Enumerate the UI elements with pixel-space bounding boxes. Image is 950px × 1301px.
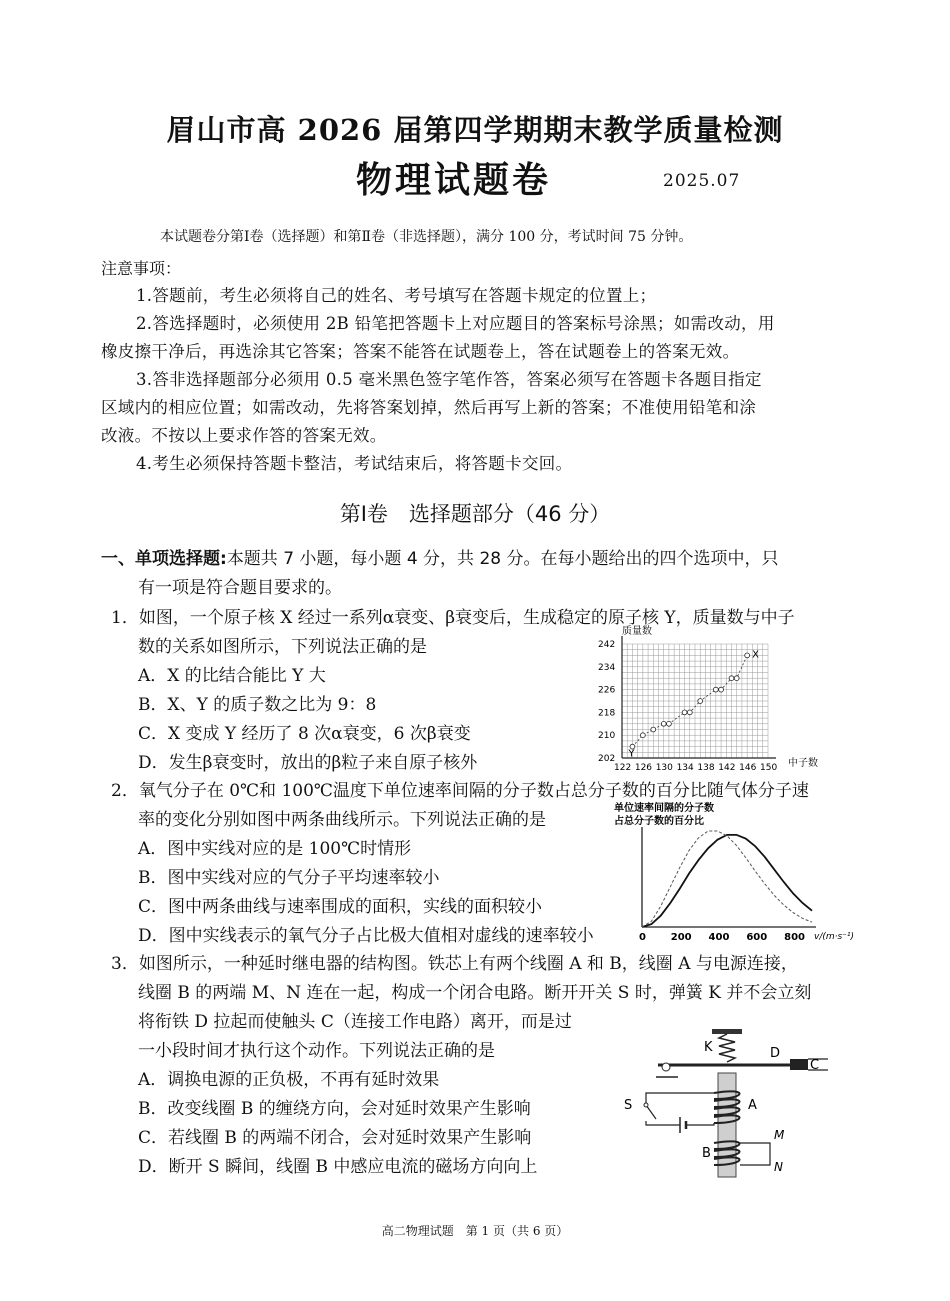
chart1-x-tick: 142 xyxy=(718,763,736,773)
chart1-x-tick: 138 xyxy=(697,763,715,773)
mass-neutron-chart xyxy=(592,622,842,778)
chart1-x-tick: 130 xyxy=(655,763,673,773)
speed-distribution-chart xyxy=(612,801,856,947)
notice-item-2b: 橡皮擦干净后，再选涂其它答案；答案不能答在试题卷上，答在试题卷上的答案无效。 xyxy=(101,342,740,361)
chart1-x-tick: 150 xyxy=(760,763,778,773)
q2-option-c: C．图中两条曲线与速率围成的面积，实线的面积较小 xyxy=(138,897,543,917)
chart2-marks xyxy=(639,831,812,943)
chart1-y-tick: 226 xyxy=(598,685,616,696)
q3-option-a: A．调换电源的正负极，不再有延时效果 xyxy=(138,1070,440,1090)
q1-line-2: 数的关系如图所示，下列说法正确的是 xyxy=(138,637,427,657)
label-d: D xyxy=(770,1046,781,1061)
q3-option-d: D．断开 S 瞬间，线圈 B 中感应电流的磁场方向向上 xyxy=(138,1157,538,1177)
chart2-dashed-curve xyxy=(642,831,812,927)
chart2-ylabel-1: 单位速率间隔的分子数 xyxy=(614,803,714,814)
coil-b-loop xyxy=(740,1143,770,1165)
q3-line-2: 线圈 B 的两端 M、N 连在一起，构成一个闭合电路。断开开关 S 时，弹簧 K 并不会立刻 xyxy=(138,983,812,1003)
q1-option-b: B．X、Y 的质子数之比为 9：8 xyxy=(138,695,377,715)
q3-option-c: C．若线圈 B 的两端不闭合，会对延时效果产生影响 xyxy=(138,1128,532,1148)
wire-a-top xyxy=(646,1093,714,1105)
chart2-x-tick: 800 xyxy=(784,932,805,943)
chart1-x-tick: 122 xyxy=(614,763,632,773)
notice-heading: 注意事项： xyxy=(101,259,182,278)
chart1-point xyxy=(713,687,718,692)
chart1-y-tick: 234 xyxy=(598,662,616,673)
part-desc-2: 有一项是符合题目要求的。 xyxy=(138,578,342,598)
relay-diagram xyxy=(618,1025,843,1180)
chart1-point xyxy=(682,710,687,715)
q1-line-1: 1．如图，一个原子核 X 经过一系列α衰变、β衰变后，生成稳定的原子核 Y，质量数与中子 xyxy=(111,608,795,628)
notice-item-4: 4.考生必须保持答题卡整洁，考试结束后，将答题卡交回。 xyxy=(136,454,573,473)
chart2-ylabel-2: 占总分子数的百分比 xyxy=(614,816,704,827)
q2-line-1: 2．氧气分子在 0℃和 100℃温度下单位速率间隔的分子数占总分子数的百分比随气体分子速 xyxy=(111,781,809,801)
chart1-point xyxy=(661,721,666,726)
part-desc-1: 本题共 7 小题，每小题 4 分，共 28 分。在每小题给出的四个选项中，只 xyxy=(226,549,779,569)
label-b: B xyxy=(702,1146,711,1161)
wire-left xyxy=(646,1121,680,1125)
q1-option-d: D．发生β衰变时，放出的β粒子来自原子核外 xyxy=(138,753,478,773)
label-k: K xyxy=(704,1040,713,1055)
section-title: 第Ⅰ卷 选择题部分（46 分） xyxy=(339,502,611,526)
chart1-point xyxy=(687,710,692,715)
q2-option-a: A．图中实线对应的是 100℃时情形 xyxy=(138,839,412,859)
contact-c xyxy=(790,1059,808,1070)
chart1-x-tick: 146 xyxy=(739,763,757,773)
q2-line-2: 率的变化分别如图中两条曲线所示。下列说法正确的是 xyxy=(138,810,546,830)
notice-item-3a: 3.答非选择题部分必须用 0.5 毫米黑色签字笔作答，答案必须写在答题卡各题目指定 xyxy=(136,370,762,389)
chart2-axes xyxy=(642,827,816,927)
exam-title: 眉山市高 2026 届第四学期期末教学质量检测 xyxy=(166,113,784,147)
q1-option-c: C．X 变成 Y 经历了 8 次α衰变，6 次β衰变 xyxy=(138,724,471,744)
notice-item-3b: 区域内的相应位置；如需改动，先将答案划掉，然后再写上新的答案；不准使用铅笔和涂 xyxy=(101,398,757,417)
chart2-solid-curve xyxy=(642,835,812,927)
chart1-label-y: Y xyxy=(628,748,635,760)
chart1-label-x: X xyxy=(752,649,760,661)
q3-line-4: 一小段时间才执行这个动作。下列说法正确的是 xyxy=(138,1041,495,1061)
q3-option-b: B．改变线圈 B 的缠绕方向，会对延时效果产生影响 xyxy=(138,1099,531,1119)
chart2-x-tick: 200 xyxy=(670,932,692,943)
paper-subtitle: 物理试题卷 xyxy=(356,160,552,201)
chart1-y-tick: 202 xyxy=(598,754,616,764)
label-m: M xyxy=(774,1128,785,1142)
notice-item-1: 1.答题前，考生必须将自己的姓名、考号填写在答题卡规定的位置上； xyxy=(136,286,657,305)
chart1-point xyxy=(698,699,703,704)
label-c: C xyxy=(810,1058,820,1073)
wire-right xyxy=(686,1123,714,1125)
label-s: S xyxy=(624,1098,633,1113)
chart1-xlabel: 中子数 xyxy=(788,758,818,769)
switch-node xyxy=(644,1103,648,1107)
label-n: N xyxy=(774,1160,783,1174)
switch-s xyxy=(646,1105,656,1119)
q3-line-3: 将衔铁 D 拉起而使触头 C（连接工作电路）离开，而是过 xyxy=(138,1012,572,1032)
notice-item-3c: 改液。不按以上要求作答的答案无效。 xyxy=(101,426,387,445)
chart1-point xyxy=(640,733,645,738)
part-label: 一、单项选择题: xyxy=(101,549,227,569)
chart2-xlabel: v/(m·s⁻¹) xyxy=(814,932,855,942)
pivot xyxy=(662,1063,670,1071)
exam-date: 2025.07 xyxy=(663,171,741,191)
chart1-y-tick: 242 xyxy=(598,640,616,650)
page-footer: 高二物理试题 第 1 页（共 6 页） xyxy=(381,1224,569,1238)
q3-line-1: 3．如图所示，一种延时继电器的结构图。铁芯上有两个线圈 A 和 B，线圈 A 与电源连接， xyxy=(111,954,798,974)
chart1-y-tick: 218 xyxy=(598,708,616,719)
chart1-point xyxy=(719,687,724,692)
chart1-point xyxy=(734,676,739,681)
chart2-x-tick: 400 xyxy=(708,932,730,943)
q1-option-a: A．X 的比结合能比 Y 大 xyxy=(138,666,326,686)
notice-item-2a: 2.答选择题时，必须使用 2B 铅笔把答题卡上对应题目的答案标号涂黑；如需改动，用 xyxy=(136,314,775,333)
iron-core xyxy=(718,1073,736,1177)
spring-mount xyxy=(712,1029,742,1034)
spring-k xyxy=(719,1034,735,1062)
chart1-point xyxy=(729,676,734,681)
part-heading xyxy=(101,545,779,574)
chart1-ylabel: 质量数 xyxy=(622,626,652,637)
chart1-y-tick: 210 xyxy=(598,731,616,742)
q2-option-b: B．图中实线对应的气分子平均速率较小 xyxy=(138,868,440,888)
chart2-x-tick: 600 xyxy=(746,932,768,943)
chart1-point xyxy=(651,727,656,732)
chart1-x-tick: 126 xyxy=(634,763,653,773)
label-a: A xyxy=(748,1098,757,1113)
chart2-x-tick: 0 xyxy=(639,932,646,943)
chart1-x-tick: 134 xyxy=(676,763,694,773)
q2-option-d: D．图中实线表示的氧气分子占比极大值相对虚线的速率较小 xyxy=(138,926,594,946)
chart1-point xyxy=(667,721,672,726)
chart1-point xyxy=(745,653,750,658)
intro-text: 本试题卷分第Ⅰ卷（选择题）和第Ⅱ卷（非选择题），满分 100 分，考试时间 75 分钟。 xyxy=(160,229,693,245)
